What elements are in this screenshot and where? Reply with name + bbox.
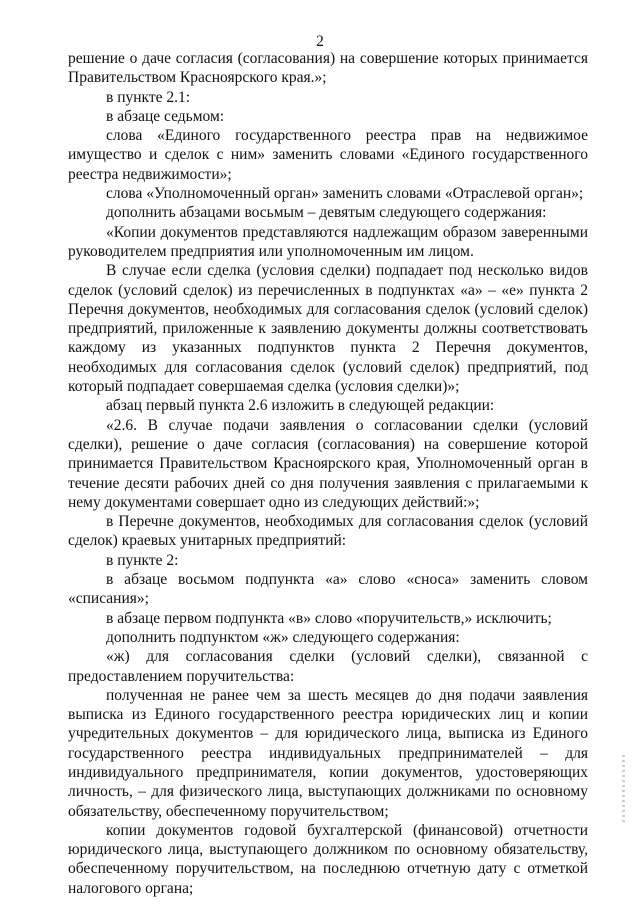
paragraph-14: в абзаце первом подпункта «в» слово «поручительств,» исключить; [106, 609, 552, 627]
paragraph-13: в абзаце восьмом подпункта «а» слово «сноса» заменить словом «списания»; [68, 571, 588, 608]
paragraph-5: слова «Уполномоченный орган» заменить словами «Отраслевой орган»; [106, 185, 584, 203]
paragraph-12: в пункте 2: [106, 551, 179, 569]
paragraph-11: в Перечне документов, необходимых для согласования сделок (условий сделок) краевых унитарных предприятий: [68, 513, 588, 550]
paragraph-6: дополнить абзацами восьмым – девятым следующего содержания: [106, 204, 547, 222]
scan-artifact [622, 755, 625, 825]
paragraph-16: «ж) для согласования сделки (условий сделки), связанной с предоставлением поручительства: [68, 648, 588, 685]
paragraph-9: абзац первый пункта 2.6 изложить в следующей редакции: [106, 397, 495, 415]
paragraph-17: полученная не ранее чем за шесть месяцев до дня подачи заявления выписка из Единого государственного реестра юридических лиц и копии учредительных документов – для юридического лица, выписка из Единого государственного реестра индивидуальных предпринимателей – для индивидуального предпринимателя, копии документов, удостоверяющих личность, – для физического лица, выступающих должниками по основному обязательству, обеспеченному поручительством; [68, 686, 588, 820]
page-number: 2 [316, 33, 324, 50]
paragraph-3: в абзаце седьмом: [106, 107, 225, 125]
paragraph-4: слова «Единого государственного реестра прав на недвижимое имущество и сделок с ним» заменить словами «Единого государственного реестра недвижимости»; [68, 127, 588, 183]
paragraph-7: «Копии документов представляются надлежащим образом заверенными руководителем предприятия или уполномоченным им лицом. [68, 223, 588, 260]
paragraph-8: В случае если сделка (условия сделки) подпадает под несколько видов сделок (условий сделок) из перечисленных в подпунктах «а» – «е» пункта 2 Перечня документов, необходимых для согласования сделок (условий сделок) предприятий, приложенные к заявлению документы должны соответствовать каждому из указанных подпунктов пункта 2 Перечня документов, необходимых для согласования сделок (условий сделок) предприятий, под который подпадает совершаемая сделка (условия сделки)»; [68, 262, 588, 396]
paragraph-18: копии документов годовой бухгалтерской (финансовой) отчетности юридического лица, выступающего должником по основному обязательству, обеспеченному поручительством, на последнюю отчетную дату с отметкой налогового органа; [68, 821, 588, 897]
paragraph-2: в пункте 2.1: [106, 88, 191, 106]
paragraph-15: дополнить подпунктом «ж» следующего содержания: [106, 628, 460, 646]
paragraph-1: решение о даче согласия (согласования) на совершение которых принимается Правительством Красноярского края.»; [68, 50, 588, 87]
document-body [68, 49, 588, 898]
paragraph-10: «2.6. В случае подачи заявления о согласовании сделки (условий сделки), решение о даче согласия (согласования) на совершение которой принимается Правительством Красноярского края, Уполномоченный орган в течение десяти рабочих дней со дня получения заявления с прилагаемыми к нему документами совершает одно из следующих действий:»; [68, 416, 588, 511]
